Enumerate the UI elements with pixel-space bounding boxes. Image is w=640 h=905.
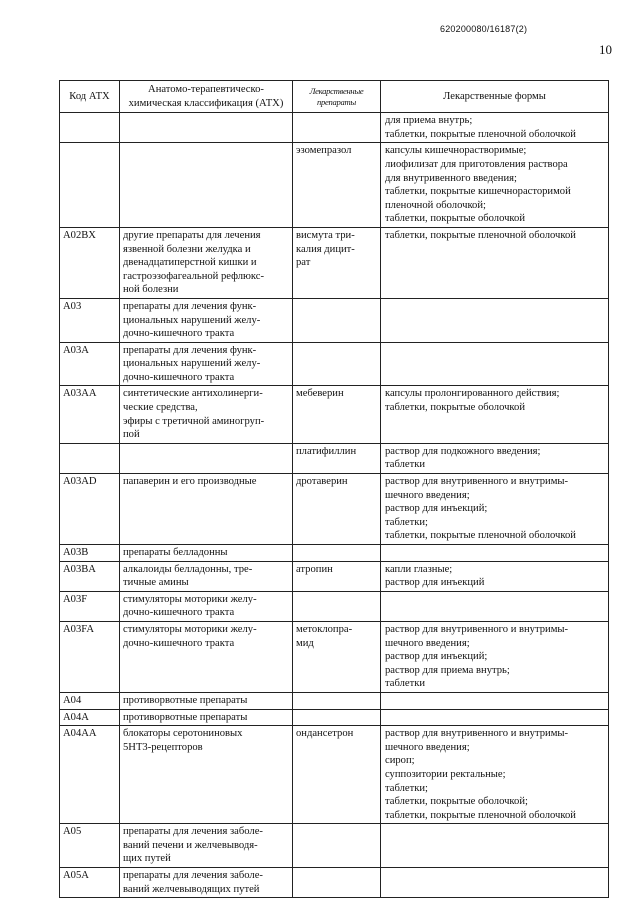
cell-text-line <box>385 300 605 314</box>
table-row <box>60 591 609 621</box>
table-row <box>60 386 609 443</box>
drug-name-cell <box>293 561 381 591</box>
atc-code-cell <box>60 824 120 868</box>
cell-text-line <box>63 114 116 128</box>
atc-classification-cell <box>120 298 293 342</box>
cell-text-line: атропин <box>296 563 333 575</box>
atc-classification-cell <box>120 591 293 621</box>
atc-code-cell <box>60 386 120 443</box>
drug-name-cell <box>293 342 381 386</box>
atc-classification-cell <box>120 143 293 228</box>
cell-text-line: мид <box>296 637 314 649</box>
cell-text-line: метоклопра- <box>296 623 353 635</box>
cell-text-line: таблетки <box>385 678 426 690</box>
cell-text-line: суппозитории ректальные; <box>385 768 506 780</box>
cell-text-line: ваний печени и желчевыводя- <box>123 839 258 851</box>
header-atc-code: Код АТХ <box>60 81 120 113</box>
cell-text-line: для приема внутрь; <box>385 115 473 127</box>
cell-text-line: A03AD <box>63 476 97 488</box>
atc-code-cell <box>60 113 120 143</box>
dosage-forms-cell <box>381 342 609 386</box>
atc-code-cell <box>60 692 120 709</box>
dosage-forms-cell <box>381 443 609 473</box>
dosage-forms-cell <box>381 545 609 562</box>
cell-text-line: 5HT3-рецепторов <box>123 741 203 753</box>
atc-code-cell <box>60 545 120 562</box>
document-id: 620200080/16187(2) <box>440 24 528 34</box>
cell-text-line: другие препараты для лечения <box>123 229 261 241</box>
table-row <box>60 443 609 473</box>
cell-text-line: пой <box>123 429 140 441</box>
atc-code-cell <box>60 561 120 591</box>
cell-text-line: циональных нарушений желу- <box>123 358 261 370</box>
table-row <box>60 143 609 228</box>
cell-text-line: A03AA <box>63 388 97 400</box>
atc-classification-cell <box>120 342 293 386</box>
cell-text-line: висмута три- <box>296 229 355 241</box>
cell-text-line: папаверин и его производные <box>123 476 257 488</box>
atc-code-cell <box>60 227 120 298</box>
atc-table <box>59 80 609 898</box>
cell-text-line: ной болезни <box>123 284 179 296</box>
dosage-forms-cell <box>381 386 609 443</box>
cell-text-line: таблетки; <box>385 516 428 528</box>
cell-text-line: лиофилизат для приготовления раствора <box>385 158 568 170</box>
cell-text-line: таблетки, покрытые пленочной оболочкой <box>385 229 576 241</box>
drug-name-cell <box>293 824 381 868</box>
drug-name-cell <box>293 709 381 726</box>
table-row <box>60 692 609 709</box>
header-atc-classification: Анатомо-терапевтическо-химическая классификация (АТХ) <box>120 81 293 113</box>
atc-classification-cell <box>120 621 293 692</box>
table-row <box>60 342 609 386</box>
cell-text-line: дротаверин <box>296 476 348 488</box>
cell-text-line: A03FA <box>63 623 94 635</box>
cell-text-line: капли глазные; <box>385 563 453 575</box>
table-row <box>60 561 609 591</box>
table-header-row <box>60 81 609 113</box>
cell-text-line <box>296 300 377 314</box>
dosage-forms-cell <box>381 474 609 545</box>
cell-text-line: калия дицит- <box>296 243 355 255</box>
cell-text-line: таблетки, покрытые кишечнорасторимой <box>385 186 571 198</box>
cell-text-line <box>296 869 377 883</box>
cell-text-line <box>296 694 377 708</box>
cell-text-line: раствор для внутривенного и внутримы- <box>385 728 569 740</box>
cell-text-line: тичные амины <box>123 577 189 589</box>
drug-name-cell <box>293 692 381 709</box>
cell-text-line: капсулы пролонгированного действия; <box>385 388 560 400</box>
cell-text-line: таблетки, покрытые оболочкой <box>385 213 525 225</box>
atc-code-cell <box>60 591 120 621</box>
cell-text-line: мебеверин <box>296 388 344 400</box>
cell-text-line: A03B <box>63 547 89 558</box>
atc-code-cell <box>60 443 120 473</box>
atc-code-cell <box>60 474 120 545</box>
table-row <box>60 474 609 545</box>
cell-text-line <box>385 694 605 708</box>
cell-text-line: раствор для внутривенного и внутримы- <box>385 476 569 488</box>
table-row <box>60 824 609 868</box>
atc-code-cell <box>60 143 120 228</box>
table-row <box>60 298 609 342</box>
atc-code-cell <box>60 621 120 692</box>
cell-text-line: противорвотные препараты <box>123 711 248 723</box>
drug-name-cell <box>293 545 381 562</box>
cell-text-line <box>296 593 377 607</box>
cell-text-line: препараты белладонны <box>123 547 228 558</box>
cell-text-line: препараты для лечения заболе- <box>123 870 263 882</box>
cell-text-line: пленочной оболочкой; <box>385 199 486 211</box>
cell-text-line: эзомепразол <box>296 145 352 157</box>
atc-classification-cell <box>120 545 293 562</box>
table-row <box>60 113 609 143</box>
header-drugs: Лекарственные препараты <box>293 81 381 113</box>
atc-classification-cell <box>120 113 293 143</box>
table-body <box>60 113 609 898</box>
drug-name-cell <box>293 298 381 342</box>
cell-text-line <box>123 114 289 128</box>
cell-text-line: для внутривенного введения; <box>385 172 517 184</box>
cell-text-line: стимуляторы моторики желу- <box>123 593 257 605</box>
cell-text-line: гастроэзофагеальной рефлюкс- <box>123 270 265 282</box>
cell-text-line: язвенной болезни желудка и <box>123 243 251 255</box>
cell-text-line: ондансетрон <box>296 728 354 740</box>
drug-name-cell <box>293 143 381 228</box>
atc-classification-cell <box>120 726 293 824</box>
cell-text-line: раствор для приема внутрь; <box>385 664 510 676</box>
cell-text-line: препараты для лечения функ- <box>123 300 257 312</box>
cell-text-line: платифиллин <box>296 445 357 457</box>
cell-text-line <box>296 711 377 725</box>
atc-code-cell <box>60 868 120 898</box>
cell-text-line: таблетки <box>385 459 426 471</box>
cell-text-line: капсулы кишечнорастворимые; <box>385 145 527 157</box>
cell-text-line <box>385 711 605 725</box>
dosage-forms-cell <box>381 621 609 692</box>
atc-classification-cell <box>120 709 293 726</box>
dosage-forms-cell <box>381 113 609 143</box>
table-row <box>60 227 609 298</box>
dosage-forms-cell <box>381 561 609 591</box>
dosage-forms-cell <box>381 824 609 868</box>
cell-text-line: блокаторы серотониновых <box>123 728 243 740</box>
cell-text-line <box>385 344 605 358</box>
cell-text-line: алкалоиды белладонны, тре- <box>123 563 253 575</box>
cell-text-line: раствор для подкожного введения; <box>385 445 541 457</box>
page-number: 10 <box>599 42 612 57</box>
cell-text-line: таблетки, покрытые оболочкой; <box>385 796 528 808</box>
dosage-forms-cell <box>381 868 609 898</box>
atc-classification-cell <box>120 227 293 298</box>
drug-name-cell <box>293 474 381 545</box>
dosage-forms-cell <box>381 709 609 726</box>
dosage-forms-cell <box>381 298 609 342</box>
cell-text-line: раствор для инъекций; <box>385 651 488 663</box>
drug-name-cell <box>293 113 381 143</box>
cell-text-line: таблетки, покрытые оболочкой <box>385 402 525 414</box>
drug-name-cell <box>293 386 381 443</box>
dosage-forms-cell <box>381 227 609 298</box>
atc-classification-cell <box>120 692 293 709</box>
cell-text-line: A03A <box>63 344 89 356</box>
atc-classification-cell <box>120 824 293 868</box>
cell-text-line: ваний желчевыводящих путей <box>123 883 260 895</box>
cell-text-line: препараты для лечения функ- <box>123 344 257 356</box>
cell-text-line <box>296 546 377 560</box>
cell-text-line <box>296 344 377 358</box>
cell-text-line: шечного введения; <box>385 489 470 501</box>
header-dosage-forms: Лекарственные формы <box>381 81 609 113</box>
cell-text-line: дочно-кишечного тракта <box>123 328 235 340</box>
dosage-forms-cell <box>381 143 609 228</box>
cell-text-line: дочно-кишечного тракта <box>123 607 235 619</box>
cell-text-line <box>63 445 116 459</box>
table-row <box>60 545 609 562</box>
drug-name-cell <box>293 621 381 692</box>
table-row <box>60 621 609 692</box>
cell-text-line <box>123 144 289 158</box>
cell-text-line <box>63 144 116 158</box>
dosage-forms-cell <box>381 591 609 621</box>
cell-text-line: A02BX <box>63 229 96 241</box>
cell-text-line: щих путей <box>123 853 171 865</box>
cell-text-line: рат <box>296 257 311 269</box>
cell-text-line: A03BA <box>63 563 96 575</box>
cell-text-line: таблетки, покрытые пленочной оболочкой <box>385 809 576 821</box>
atc-code-cell <box>60 342 120 386</box>
atc-classification-cell <box>120 474 293 545</box>
cell-text-line: A03 <box>63 300 82 312</box>
cell-text-line <box>385 593 605 607</box>
cell-text-line: раствор для инъекций <box>385 577 485 589</box>
cell-text-line: эфиры с третичной аминогруп- <box>123 415 265 427</box>
cell-text-line <box>296 825 377 839</box>
cell-text-line <box>123 445 289 459</box>
table-row <box>60 709 609 726</box>
table-row <box>60 726 609 824</box>
cell-text-line: таблетки; <box>385 782 428 794</box>
cell-text-line: шечного введения; <box>385 637 470 649</box>
drug-name-cell <box>293 868 381 898</box>
cell-text-line: раствор для внутривенного и внутримы- <box>385 623 569 635</box>
cell-text-line: таблетки, покрытые пленочной оболочкой <box>385 530 576 542</box>
atc-classification-cell <box>120 561 293 591</box>
atc-code-cell <box>60 298 120 342</box>
cell-text-line: A03F <box>63 593 88 605</box>
table-row <box>60 868 609 898</box>
cell-text-line: двенадцатиперстной кишки и <box>123 257 257 269</box>
cell-text-line <box>385 869 605 883</box>
dosage-forms-cell <box>381 692 609 709</box>
atc-code-cell <box>60 709 120 726</box>
cell-text-line: таблетки, покрытые пленочной оболочкой <box>385 128 576 140</box>
cell-text-line: дочно-кишечного тракта <box>123 637 235 649</box>
cell-text-line <box>296 114 377 128</box>
cell-text-line: сироп; <box>385 755 415 767</box>
cell-text-line <box>385 825 605 839</box>
cell-text-line: дочно-кишечного тракта <box>123 371 235 383</box>
drug-name-cell <box>293 591 381 621</box>
atc-classification-cell <box>120 868 293 898</box>
cell-text-line: препараты для лечения заболе- <box>123 826 263 838</box>
cell-text-line: ческие средства, <box>123 402 198 414</box>
atc-classification-cell <box>120 443 293 473</box>
cell-text-line: стимуляторы моторики желу- <box>123 623 257 635</box>
cell-text-line: шечного введения; <box>385 741 470 753</box>
drug-name-cell <box>293 227 381 298</box>
cell-text-line: A05A <box>63 870 89 882</box>
atc-code-cell <box>60 726 120 824</box>
cell-text-line: A05 <box>63 826 82 838</box>
cell-text-line: противорвотные препараты <box>123 694 248 706</box>
dosage-forms-cell <box>381 726 609 824</box>
cell-text-line: A04 <box>63 694 82 706</box>
cell-text-line <box>385 546 605 560</box>
drug-name-cell <box>293 726 381 824</box>
cell-text-line: A04A <box>63 711 89 723</box>
drug-name-cell <box>293 443 381 473</box>
cell-text-line: A04AA <box>63 728 97 740</box>
atc-classification-cell <box>120 386 293 443</box>
cell-text-line: циональных нарушений желу- <box>123 314 261 326</box>
cell-text-line: синтетические антихолинерги- <box>123 388 263 400</box>
cell-text-line: раствор для инъекций; <box>385 503 488 515</box>
